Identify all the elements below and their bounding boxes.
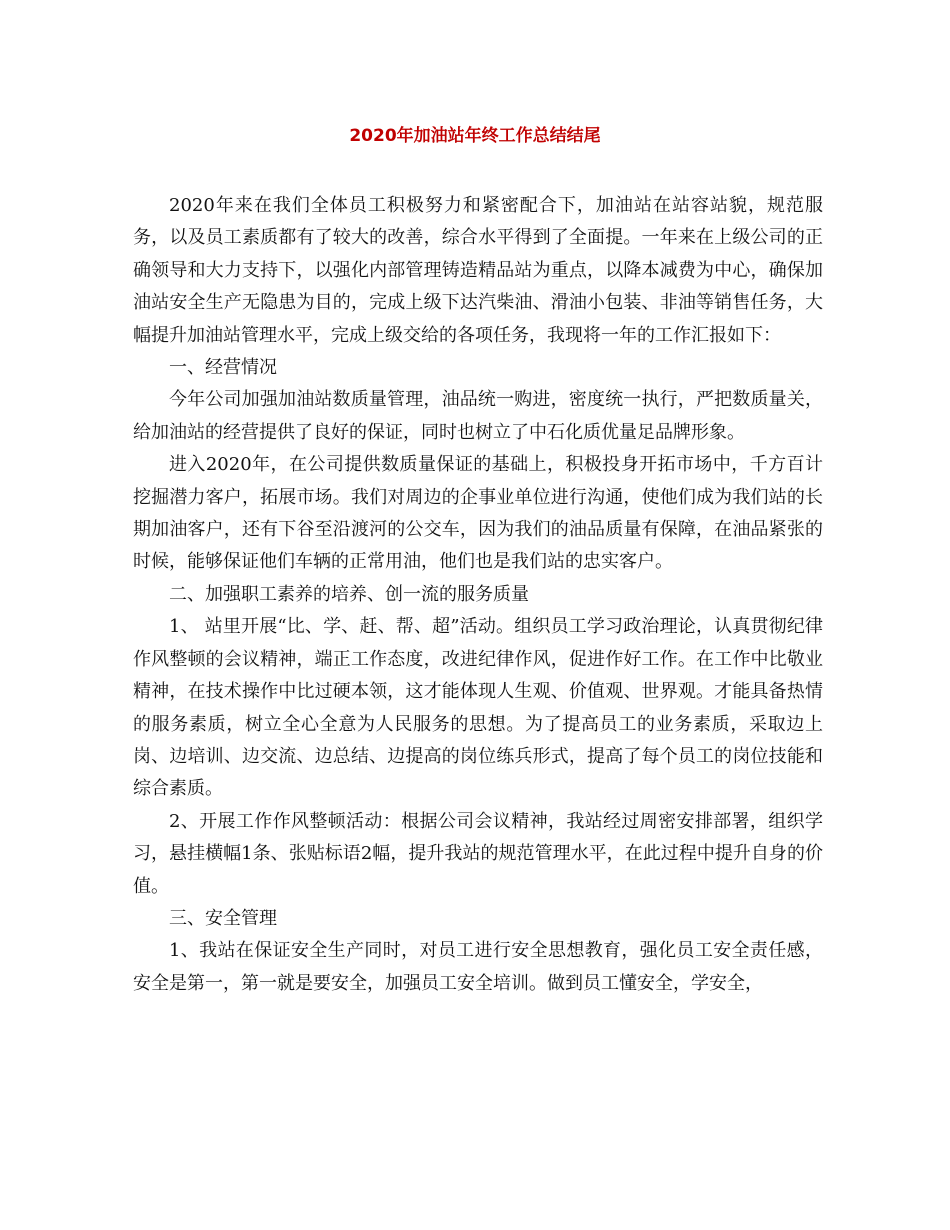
paragraph-intro: 2020年来在我们全体员工积极努力和紧密配合下，加油站在站容站貌，规范服务，以及员工素质都有了较大的改善，综合水平得到了全面提。一年来在上级公司的正确领导和大力支持下，以强化内部管理铸造精品站为重点，以降本减费为中心，确保加油站安全生产无隐患为目的，完成上级下达汽柴油、滑油小包装、非油等销售任务，大幅提升加油站管理水平，完成上级交给的各项任务，我现将一年的工作汇报如下： [133, 195, 823, 346]
section-heading-safety: 三、安全管理 [169, 907, 277, 929]
paragraph-quality-management: 今年公司加强加油站数质量管理，油品统一购进，密度统一执行，严把数质量关，给加油站的经营提供了良好的保证，同时也树立了中石化质优量足品牌形象。 [133, 389, 823, 443]
document-body [133, 190, 823, 1000]
section-heading-operations: 一、经营情况 [169, 357, 277, 379]
paragraph-competition-activity: 1、 站里开展“比、学、赶、帮、超”活动。组织员工学习政治理论，认真贯彻纪律作风整顿的会议精神，端正工作态度，改进纪律作风，促进作好工作。在工作中比敬业精神，在技术操作中比过硬本领，这才能体现人生观、价值观、世界观。才能具备热情的服务素质，树立全心全意为人民服务的思想。为了提高员工的业务素质，采取边上岗、边培训、边交流、边总结、边提高的岗位练兵形式，提高了每个员工的岗位技能和综合素质。 [133, 616, 823, 800]
paragraph-market-expansion: 进入2020年，在公司提供数质量保证的基础上，积极投身开拓市场中，千方百计挖掘潜力客户，拓展市场。我们对周边的企事业单位进行沟通，使他们成为我们站的长期加油客户，还有下谷至沿渡河的公交车，因为我们的油品质量有保障，在油品紧张的时候，能够保证他们车辆的正常用油，他们也是我们站的忠实客户。 [133, 454, 823, 573]
section-heading-staff-training: 二、加强职工素养的培养、创一流的服务质量 [169, 583, 529, 605]
paragraph-work-style: 2、开展工作作风整顿活动：根据公司会议精神，我站经过周密安排部署，组织学习，悬挂横幅1条、张贴标语2幅，提升我站的规范管理水平，在此过程中提升自身的价值。 [133, 810, 823, 897]
paragraph-safety-education: 1、我站在保证安全生产同时，对员工进行安全思想教育，强化员工安全责任感，安全是第一，第一就是要安全，加强员工安全培训。做到员工懂安全，学安全， [133, 940, 823, 994]
document-title: 2020年加油站年终工作总结结尾 [349, 126, 601, 146]
